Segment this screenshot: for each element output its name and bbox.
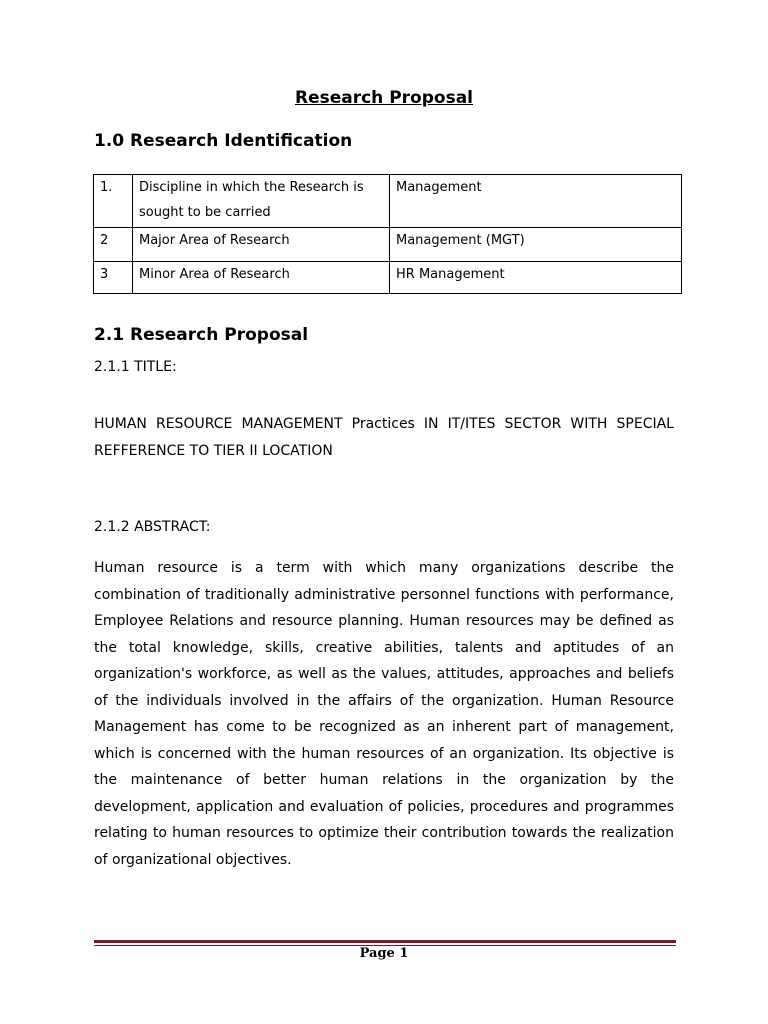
abstract-paragraph: Human resource is a term with which many organizations describe the combination of traditionally administrative personnel functions with performance, Employee Relations and resource planning. Human resources may be defined as the total knowledge, skills, creative abilities, talents and aptitudes of an organization's workforce, as well as the values, attitudes, approaches and beliefs of the individuals involved in the affairs of the organization. Human Resource Management has come to be recognized as an inherent part of management, which is concerned with the human resources of an organization. Its objective is the maintenance of better human relations in the organization by the development, application and evaluation of policies, procedures and programmes relating to human resources to optimize their contribution towards the realization of organizational objectives.	[94, 560, 674, 868]
table-row	[94, 262, 682, 294]
document-title: Research Proposal	[294, 88, 473, 108]
footer-rule-thick	[94, 940, 676, 943]
title-label: 2.1.1 TITLE:	[94, 359, 177, 375]
row-number: 3	[94, 262, 133, 294]
row-number: 1.	[94, 175, 133, 228]
table-row	[94, 228, 682, 262]
row-label: Discipline in which the Research is sought to be carried	[133, 175, 390, 228]
page-number: Page 1	[359, 946, 409, 961]
row-label: Major Area of Research	[133, 228, 390, 262]
table-row	[94, 175, 682, 228]
proposal-title-text: HUMAN RESOURCE MANAGEMENT Practices IN IT/ITES SECTOR WITH SPECIAL REFFERENCE TO TIER II LOCATION	[94, 416, 674, 459]
row-value: HR Management	[390, 262, 682, 294]
abstract-label: 2.1.2 ABSTRACT:	[94, 519, 211, 535]
section-heading-research-proposal: 2.1 Research Proposal	[94, 325, 309, 345]
row-label: Minor Area of Research	[133, 262, 390, 294]
row-value: Management (MGT)	[390, 228, 682, 262]
row-number: 2	[94, 228, 133, 262]
section-heading-research-identification: 1.0 Research Identification	[94, 131, 353, 151]
research-identification-table	[93, 174, 682, 294]
row-value: Management	[390, 175, 682, 228]
